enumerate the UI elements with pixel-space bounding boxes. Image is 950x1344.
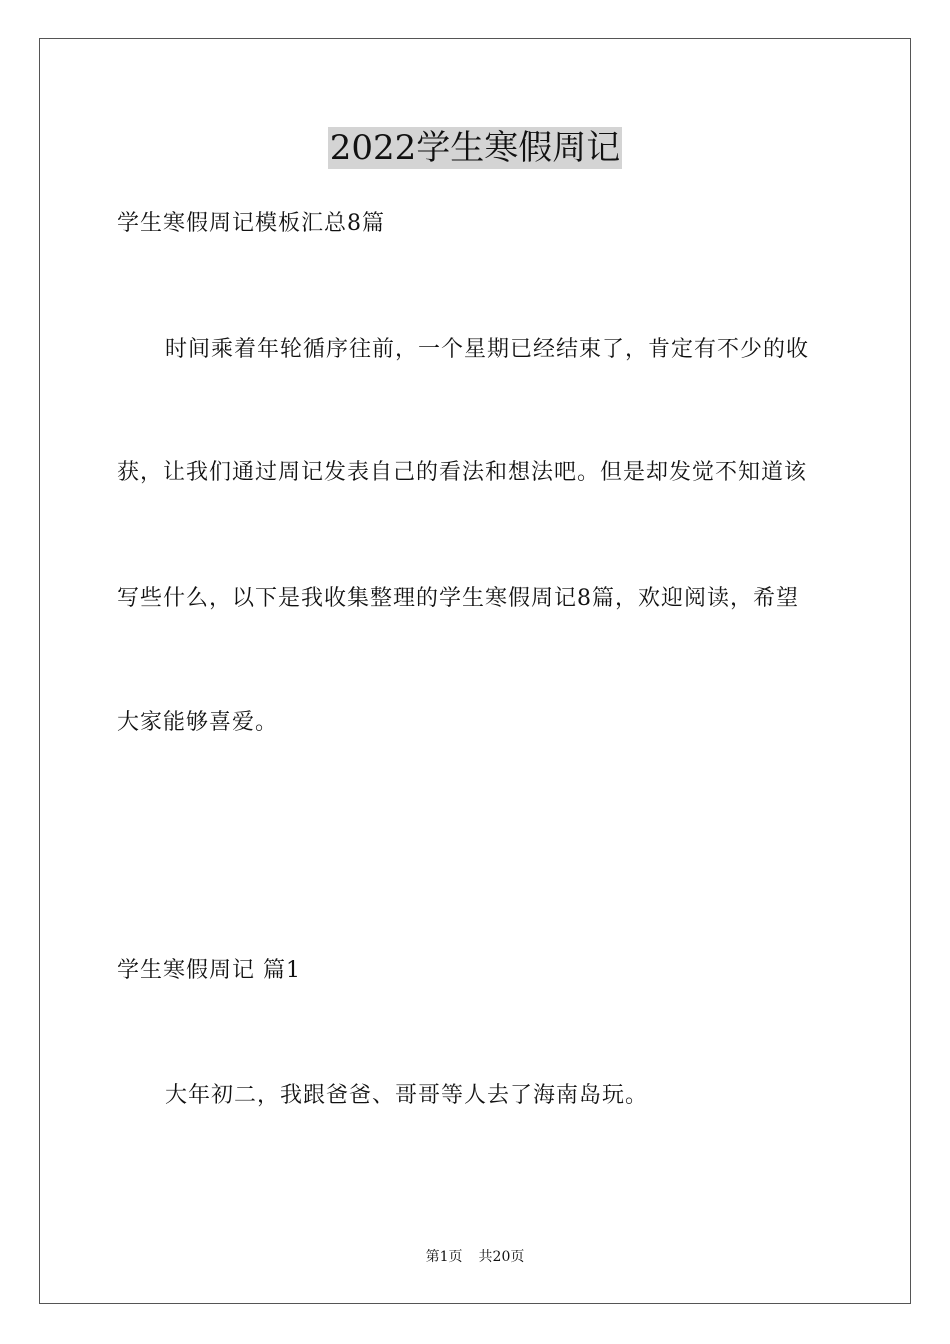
section-heading: 学生寒假周记 篇1 <box>117 958 301 983</box>
document-subtitle: 学生寒假周记模板汇总8篇 <box>117 211 385 236</box>
intro-line-2: 获，让我们通过周记发表自己的看法和想法吧。但是却发觉不知道该 <box>117 460 808 485</box>
document-title: 2022学生寒假周记 <box>329 128 621 168</box>
page-footer <box>0 1247 950 1267</box>
section-paragraph-line: 大年初二，我跟爸爸、哥哥等人去了海南岛玩。 <box>165 1083 649 1108</box>
intro-line-4: 大家能够喜爱。 <box>117 710 279 735</box>
intro-line-1: 时间乘着年轮循序往前，一个星期已经结束了，肯定有不少的收 <box>165 337 810 362</box>
page-total: 共20页 <box>478 1249 525 1265</box>
document-title-container <box>0 127 950 169</box>
intro-line-3: 写些什么，以下是我收集整理的学生寒假周记8篇，欢迎阅读，希望 <box>117 586 799 611</box>
page-number: 第1页 <box>425 1249 463 1265</box>
